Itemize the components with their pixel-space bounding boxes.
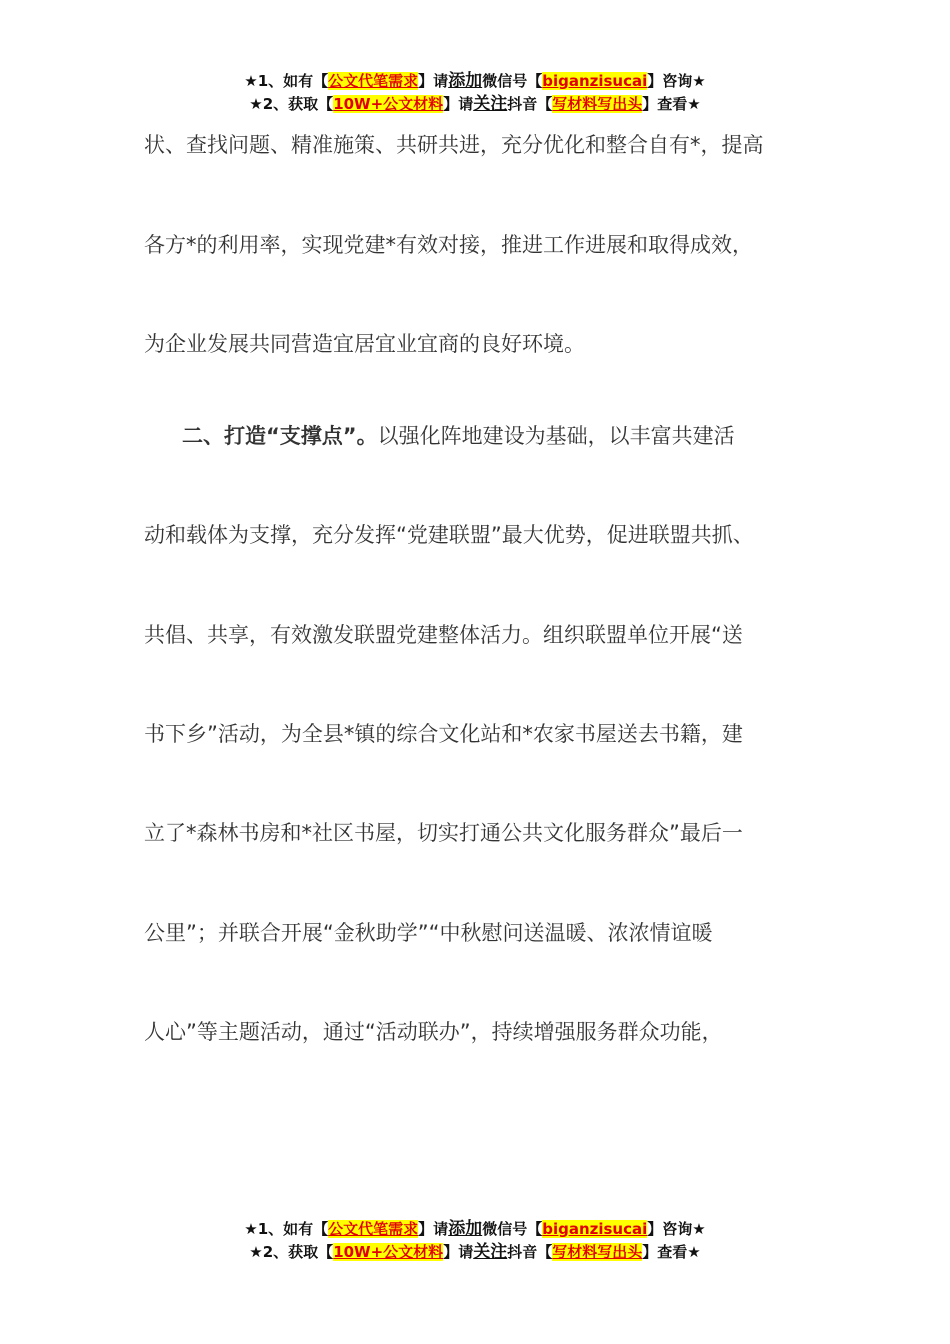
banner-line-1	[0, 70, 950, 93]
banner-text: 】查看★	[642, 1243, 701, 1261]
banner-text: ★1、如有【	[244, 72, 329, 90]
body-line: 立了*森林书房和*社区书屋，切实打通公共文化服务群众”最后一	[144, 821, 743, 845]
banner-text: ★1、如有【	[244, 1220, 329, 1238]
banner-text: ★2、获取【	[249, 1243, 334, 1261]
body-line: 动和载体为支撑，充分发挥“党建联盟”最大优势，促进联盟共抓、	[144, 523, 754, 547]
body-line: 以强化阵地建设为基础，以丰富共建活	[377, 424, 735, 448]
banner-text: ★2、获取【	[249, 95, 334, 113]
banner-line-2	[0, 1241, 950, 1264]
banner-wechat-id: biganzisucai	[542, 1220, 648, 1238]
banner-highlight: 10W+公文材料	[333, 95, 444, 113]
banner-text: 】查看★	[642, 95, 701, 113]
banner-emphasis: 添加	[448, 71, 483, 91]
body-line: 状、查找问题、精准施策、共研共进，充分优化和整合自有*，提高	[144, 133, 764, 157]
banner-douyin-name: 写材料写出头	[552, 1243, 643, 1261]
banner-text: 】请	[418, 1220, 449, 1238]
banner-line-1	[0, 1218, 950, 1241]
banner-text: 微信号【	[482, 72, 543, 90]
body-line: 公里”；并联合开展“金秋助学”“中秋慰问送温暖、浓浓情谊暖	[144, 921, 713, 945]
banner-emphasis: 关注	[473, 94, 508, 114]
section-heading-line	[182, 421, 862, 451]
banner-highlight: 10W+公文材料	[333, 1243, 444, 1261]
banner-text: 抖音【	[507, 1243, 553, 1261]
body-line: 共倡、共享，有效激发联盟党建整体活力。组织联盟单位开展“送	[144, 623, 743, 647]
banner-line-2	[0, 93, 950, 116]
banner-highlight: 公文代笔需求	[328, 72, 419, 90]
banner-emphasis: 添加	[448, 1219, 483, 1239]
banner-text: 】咨询★	[647, 1220, 706, 1238]
banner-text: 微信号【	[482, 1220, 543, 1238]
banner-text: 】请	[443, 1243, 474, 1261]
banner-highlight: 公文代笔需求	[328, 1220, 419, 1238]
banner-text: 抖音【	[507, 95, 553, 113]
banner-text: 】请	[418, 72, 449, 90]
banner-emphasis: 关注	[473, 1242, 508, 1262]
banner-text: 】咨询★	[647, 72, 706, 90]
body-line: 人心”等主题活动，通过“活动联办”，持续增强服务群众功能，	[144, 1020, 723, 1044]
section-heading: 二、打造“支撑点”。	[182, 424, 378, 448]
banner-wechat-id: biganzisucai	[542, 72, 648, 90]
body-line: 书下乡”活动，为全县*镇的综合文化站和*农家书屋送去书籍，建	[144, 722, 743, 746]
body-line: 各方*的利用率，实现党建*有效对接，推进工作进展和取得成效，	[144, 233, 753, 257]
bottom-banner	[0, 1218, 950, 1264]
banner-text: 】请	[443, 95, 474, 113]
body-line: 为企业发展共同营造宜居宜业宜商的良好环境。	[144, 332, 585, 356]
top-banner	[0, 70, 950, 116]
banner-douyin-name: 写材料写出头	[552, 95, 643, 113]
